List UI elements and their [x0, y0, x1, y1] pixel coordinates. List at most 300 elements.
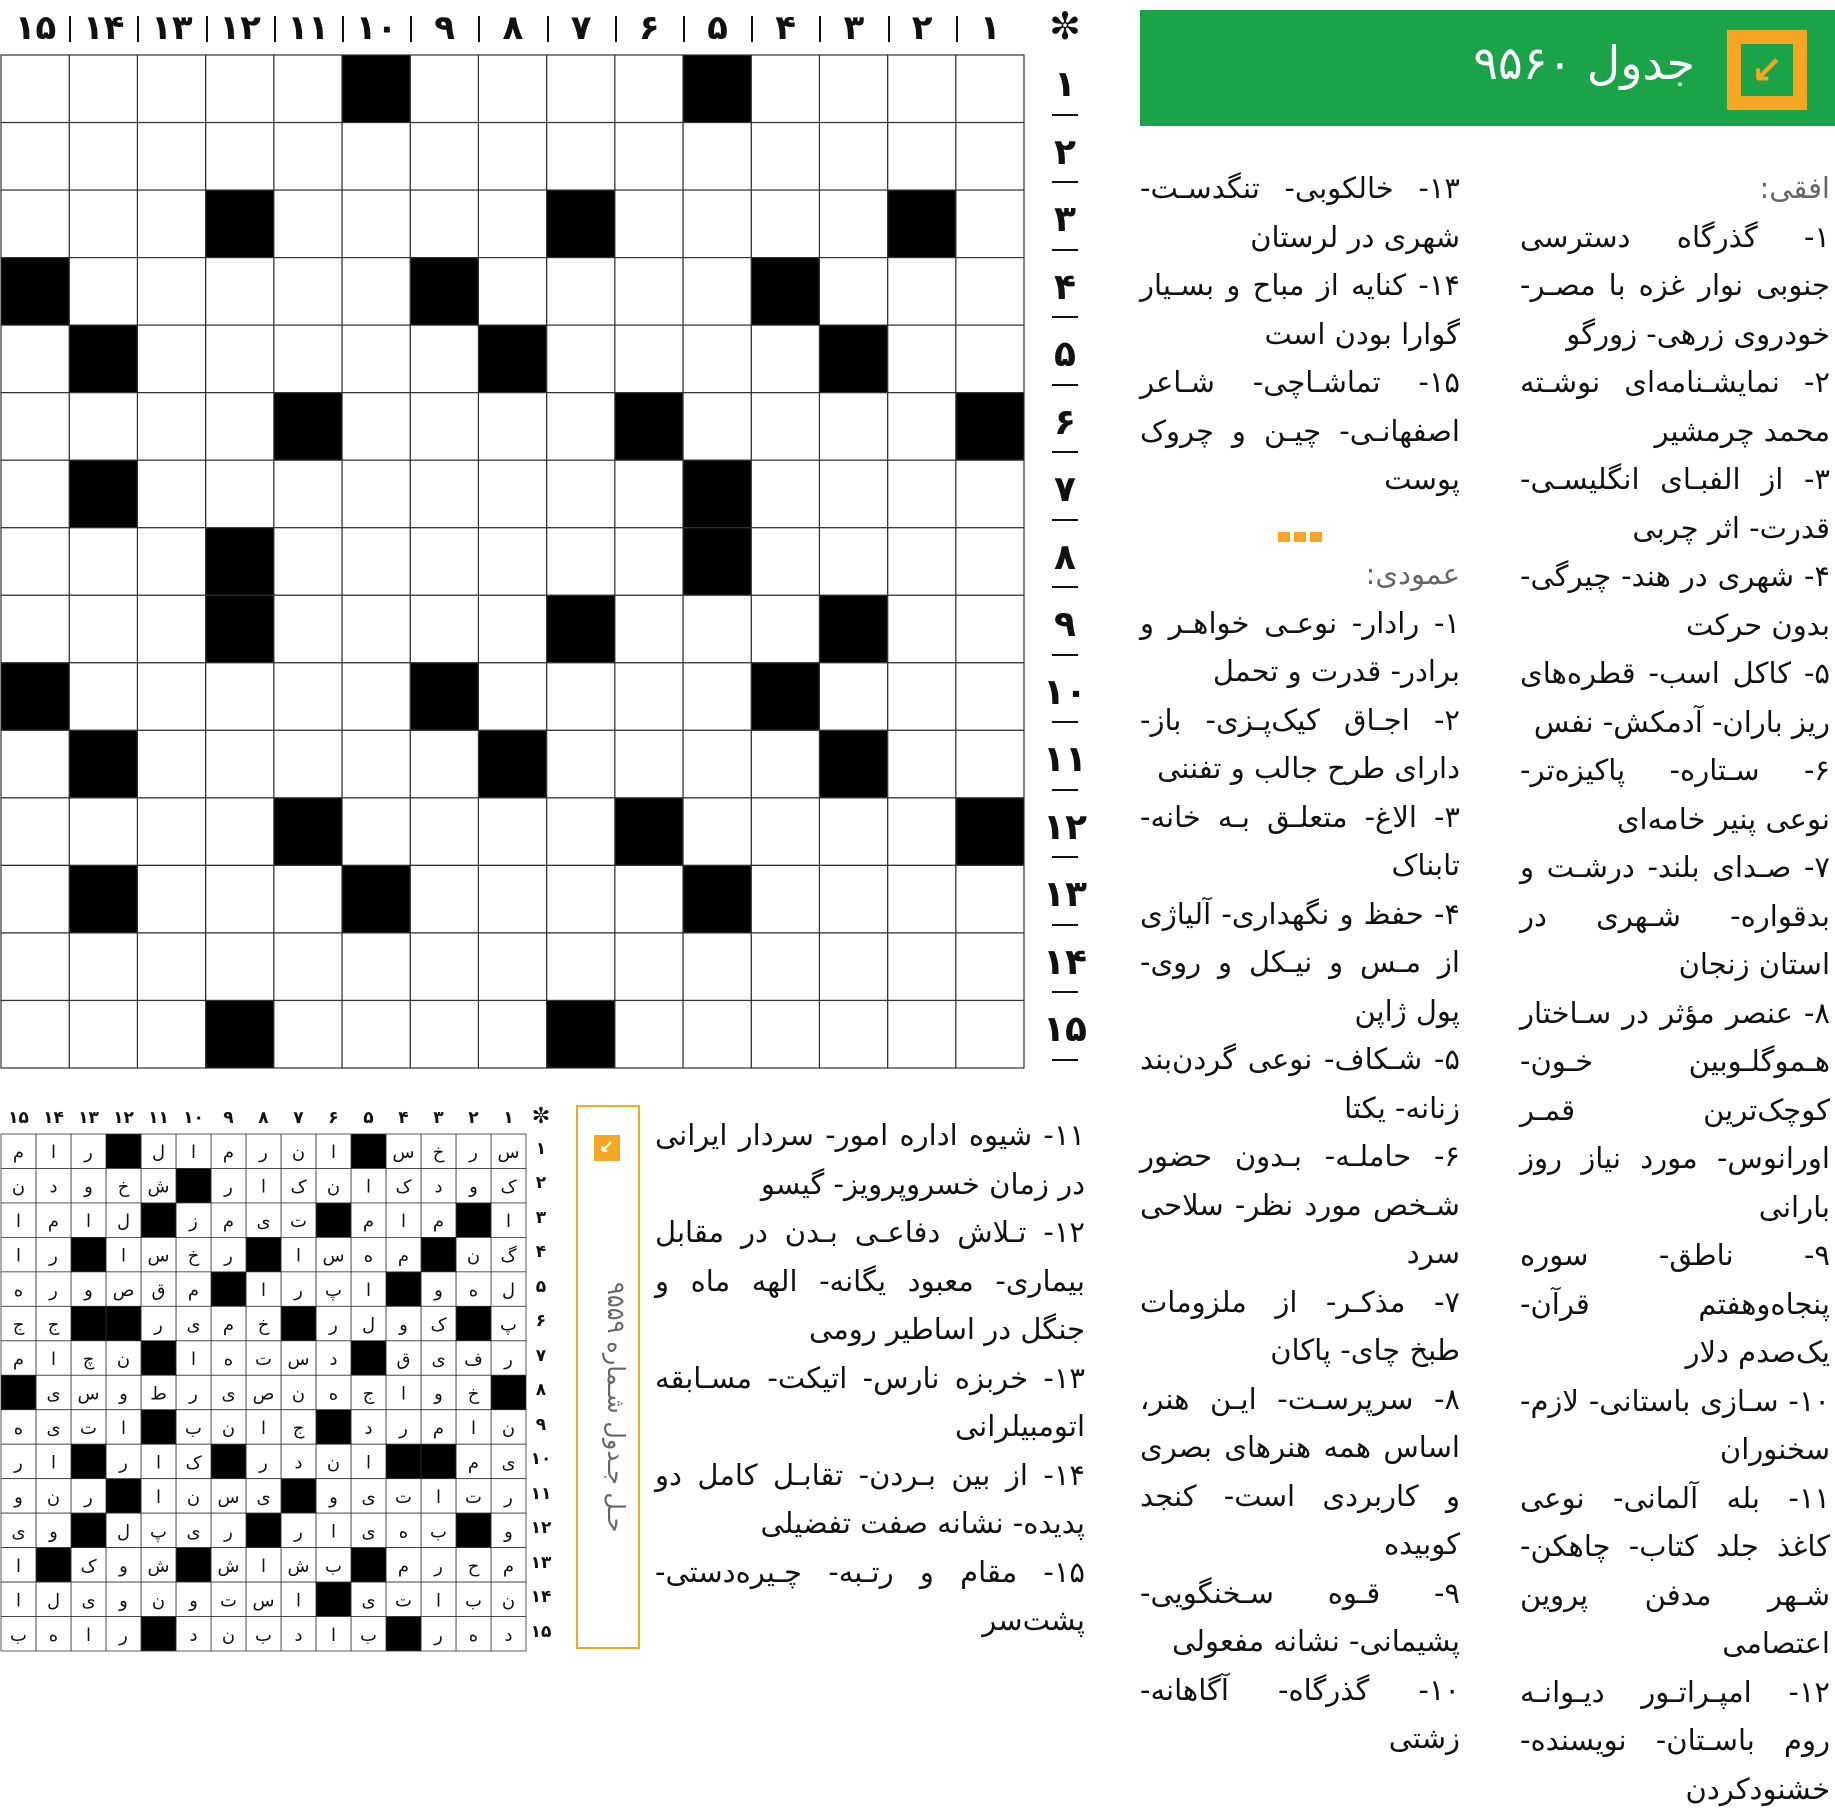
- grid-cell[interactable]: [751, 528, 819, 596]
- grid-cell[interactable]: [615, 865, 683, 933]
- grid-cell[interactable]: [274, 1000, 342, 1068]
- solution-letter: ر: [118, 1452, 128, 1473]
- grid-cell[interactable]: [137, 595, 205, 663]
- grid-cell[interactable]: [819, 798, 887, 866]
- grid-cell[interactable]: [410, 798, 478, 866]
- solution-letter: ا: [156, 1487, 161, 1508]
- grid-cell[interactable]: [137, 1000, 205, 1068]
- grid-cell[interactable]: [615, 325, 683, 393]
- grid-cell[interactable]: [137, 190, 205, 258]
- grid-cell-black: [819, 325, 887, 393]
- down-clue: ۱- رادار- نوعـی خواهـر و برادر- قدرت و تحمل: [1140, 599, 1460, 696]
- solution-letter: ر: [48, 1246, 58, 1267]
- grid-cell[interactable]: [683, 798, 751, 866]
- grid-cell[interactable]: [410, 933, 478, 1001]
- grid-cell[interactable]: [274, 190, 342, 258]
- solution-letter: ا: [366, 1452, 371, 1473]
- solution-letter: ل: [117, 1211, 130, 1232]
- solution-cell-black: [281, 1479, 316, 1513]
- grid-cell[interactable]: [410, 460, 478, 528]
- grid-cell[interactable]: [342, 663, 410, 731]
- solution-letter: ب: [185, 1418, 202, 1439]
- grid-cell[interactable]: [1, 595, 69, 663]
- grid-cell[interactable]: [819, 663, 887, 731]
- grid-cell[interactable]: [615, 1000, 683, 1068]
- grid-cell[interactable]: [478, 460, 546, 528]
- grid-cell[interactable]: [547, 123, 615, 191]
- grid-cell[interactable]: [69, 933, 137, 1001]
- solution-letter: د: [49, 1177, 57, 1198]
- grid-cell[interactable]: [342, 123, 410, 191]
- solution-letter: ا: [436, 1590, 441, 1611]
- solution-corner-star: ✼: [529, 1104, 553, 1129]
- grid-cell-black: [206, 528, 274, 596]
- grid-cell[interactable]: [478, 393, 546, 461]
- grid-cell[interactable]: [274, 55, 342, 123]
- grid-cell[interactable]: [819, 123, 887, 191]
- grid-cell[interactable]: [342, 730, 410, 798]
- grid-cell[interactable]: [206, 460, 274, 528]
- grid-cell-black: [615, 393, 683, 461]
- grid-cell[interactable]: [819, 460, 887, 528]
- grid-cell[interactable]: [956, 258, 1024, 326]
- grid-cell[interactable]: [478, 933, 546, 1001]
- solution-letter: س: [218, 1487, 240, 1508]
- grid-cell[interactable]: [1, 933, 69, 1001]
- grid-cell[interactable]: [274, 933, 342, 1001]
- grid-cell[interactable]: [615, 528, 683, 596]
- solution-cell-black: [71, 1237, 106, 1271]
- solution-letter: ر: [503, 1487, 513, 1508]
- grid-cell[interactable]: [274, 528, 342, 596]
- grid-cell[interactable]: [547, 258, 615, 326]
- solution-cell-black: [211, 1272, 246, 1306]
- solution-letter: ن: [327, 1177, 340, 1198]
- grid-cell[interactable]: [410, 595, 478, 663]
- solution-letter: و: [83, 1177, 93, 1198]
- grid-cell[interactable]: [342, 460, 410, 528]
- solution-cell-black: [211, 1444, 246, 1478]
- down-clue: ۷- مذکـر- از ملزومات طبخ چای- پاکان: [1140, 1278, 1460, 1375]
- solution-column-number: ۳: [421, 1108, 456, 1128]
- down-clue: ۳- الاغ- متعلـق بـه خانه- تابناک: [1140, 793, 1460, 890]
- grid-cell[interactable]: [751, 123, 819, 191]
- solution-letter: ا: [261, 1280, 266, 1301]
- solution-cell-black: [71, 1444, 106, 1478]
- grid-cell[interactable]: [819, 865, 887, 933]
- grid-cell[interactable]: [206, 663, 274, 731]
- grid-cell[interactable]: [1, 393, 69, 461]
- grid-cell[interactable]: [956, 865, 1024, 933]
- solution-letter: م: [223, 1315, 234, 1336]
- grid-cell[interactable]: [683, 325, 751, 393]
- solution-letter: ا: [261, 1177, 266, 1198]
- grid-cell[interactable]: [888, 663, 956, 731]
- grid-cell[interactable]: [819, 393, 887, 461]
- solution-letter: ن: [327, 1452, 340, 1473]
- grid-cell[interactable]: [683, 258, 751, 326]
- grid-cell[interactable]: [615, 190, 683, 258]
- solution-letter: س: [498, 1142, 520, 1163]
- grid-cell[interactable]: [1, 460, 69, 528]
- grid-cell[interactable]: [410, 393, 478, 461]
- grid-cell[interactable]: [751, 798, 819, 866]
- grid-cell[interactable]: [137, 865, 205, 933]
- grid-cell[interactable]: [274, 123, 342, 191]
- solution-letter: ه: [399, 1521, 408, 1542]
- grid-cell[interactable]: [547, 393, 615, 461]
- grid-cell[interactable]: [615, 933, 683, 1001]
- grid-cell[interactable]: [615, 258, 683, 326]
- solution-letter: ی: [186, 1521, 200, 1542]
- grid-cell[interactable]: [615, 595, 683, 663]
- grid-cell[interactable]: [206, 393, 274, 461]
- solution-letter: ا: [436, 1487, 441, 1508]
- grid-cell[interactable]: [478, 190, 546, 258]
- grid-cell[interactable]: [69, 55, 137, 123]
- grid-cell[interactable]: [547, 460, 615, 528]
- solution-letter: ت: [80, 1418, 97, 1439]
- grid-cell[interactable]: [478, 258, 546, 326]
- grid-cell[interactable]: [342, 325, 410, 393]
- solution-letter: ر: [48, 1280, 58, 1301]
- grid-cell[interactable]: [1, 730, 69, 798]
- solution-column-number: ۱۲: [106, 1108, 141, 1128]
- grid-cell[interactable]: [615, 123, 683, 191]
- down-clue: ۱۰- گذرگاه- آگاهانه- زشتی: [1140, 1666, 1460, 1763]
- grid-cell[interactable]: [819, 55, 887, 123]
- grid-cell[interactable]: [410, 1000, 478, 1068]
- grid-cell[interactable]: [410, 55, 478, 123]
- grid-cell[interactable]: [206, 865, 274, 933]
- grid-cell[interactable]: [137, 933, 205, 1001]
- solution-column-number: ۱: [491, 1108, 526, 1128]
- solution-letter: ه: [49, 1625, 58, 1646]
- grid-cell[interactable]: [888, 258, 956, 326]
- grid-cell[interactable]: [478, 595, 546, 663]
- solution-letter: ا: [51, 1349, 56, 1370]
- grid-cell[interactable]: [751, 730, 819, 798]
- grid-cell[interactable]: [683, 123, 751, 191]
- grid-cell[interactable]: [69, 1000, 137, 1068]
- grid-cell[interactable]: [137, 55, 205, 123]
- grid-cell[interactable]: [206, 730, 274, 798]
- grid-cell[interactable]: [956, 55, 1024, 123]
- grid-cell[interactable]: [1, 55, 69, 123]
- solution-cell-black: [141, 1341, 176, 1375]
- grid-cell[interactable]: [956, 190, 1024, 258]
- grid-cell[interactable]: [547, 865, 615, 933]
- solution-letter: ب: [430, 1521, 447, 1542]
- grid-cell[interactable]: [956, 730, 1024, 798]
- grid-cell-black: [342, 55, 410, 123]
- solution-row-number: ۱۲: [529, 1518, 553, 1538]
- grid-cell[interactable]: [683, 933, 751, 1001]
- grid-cell[interactable]: [683, 663, 751, 731]
- grid-cell[interactable]: [274, 730, 342, 798]
- grid-cell-black: [410, 258, 478, 326]
- grid-cell[interactable]: [342, 258, 410, 326]
- solution-column-number: ۱۱: [141, 1108, 176, 1128]
- row-separator: [1052, 451, 1078, 453]
- grid-cell-black: [410, 663, 478, 731]
- grid-cell[interactable]: [547, 663, 615, 731]
- across-clue: ۱۰- سـازی باستانی- لازم- سخنوران: [1520, 1377, 1830, 1474]
- solution-letter: س: [253, 1590, 275, 1611]
- solution-letter: ر: [258, 1142, 268, 1163]
- grid-cell[interactable]: [683, 730, 751, 798]
- row-number: ۳: [1040, 199, 1090, 240]
- grid-cell[interactable]: [69, 798, 137, 866]
- solution-letter: ح: [468, 1556, 480, 1577]
- grid-cell[interactable]: [888, 798, 956, 866]
- grid-cell[interactable]: [1, 528, 69, 596]
- across-clue: ۱۴- کنایه از مباح و بسـیار گوارا بودن است: [1140, 261, 1460, 358]
- grid-cell[interactable]: [137, 663, 205, 731]
- grid-cell[interactable]: [956, 325, 1024, 393]
- grid-cell[interactable]: [956, 123, 1024, 191]
- grid-cell[interactable]: [1, 325, 69, 393]
- grid-cell[interactable]: [274, 258, 342, 326]
- grid-cell-black: [478, 325, 546, 393]
- grid-cell[interactable]: [137, 393, 205, 461]
- grid-cell[interactable]: [683, 393, 751, 461]
- solution-cell-black: [386, 1272, 421, 1306]
- grid-cell[interactable]: [751, 55, 819, 123]
- grid-cell[interactable]: [819, 190, 887, 258]
- grid-cell[interactable]: [206, 55, 274, 123]
- grid-cell[interactable]: [751, 325, 819, 393]
- row-number: ۴: [1040, 267, 1090, 308]
- grid-cell[interactable]: [342, 1000, 410, 1068]
- grid-cell[interactable]: [888, 595, 956, 663]
- grid-cell[interactable]: [956, 933, 1024, 1001]
- solution-letter: ر: [223, 1246, 233, 1267]
- grid-cell[interactable]: [342, 798, 410, 866]
- grid-cell[interactable]: [888, 55, 956, 123]
- grid-cell[interactable]: [1, 190, 69, 258]
- solution-letter: ط: [150, 1384, 167, 1405]
- grid-cell[interactable]: [751, 460, 819, 528]
- puzzle-logo-icon: ↙: [1727, 30, 1807, 110]
- solution-letter: ر: [223, 1521, 233, 1542]
- solution-cell-black: [316, 1582, 351, 1616]
- solution-letter: ت: [255, 1349, 272, 1370]
- grid-cell[interactable]: [410, 325, 478, 393]
- grid-cell[interactable]: [69, 663, 137, 731]
- grid-cell[interactable]: [888, 123, 956, 191]
- grid-cell[interactable]: [888, 865, 956, 933]
- solution-letter: ش: [288, 1556, 310, 1577]
- grid-cell[interactable]: [683, 190, 751, 258]
- grid-cell-black: [751, 258, 819, 326]
- grid-cell[interactable]: [615, 663, 683, 731]
- down-clue: ۹- قـوه سـخنگویی- پشیمانی- نشانه مفعولی: [1140, 1569, 1460, 1666]
- grid-cell[interactable]: [751, 1000, 819, 1068]
- grid-cell[interactable]: [410, 123, 478, 191]
- solution-letter: ی: [81, 1590, 95, 1611]
- grid-cell[interactable]: [547, 528, 615, 596]
- grid-cell[interactable]: [342, 933, 410, 1001]
- grid-cell[interactable]: [410, 865, 478, 933]
- grid-cell[interactable]: [751, 595, 819, 663]
- grid-cell[interactable]: [410, 730, 478, 798]
- column-number: ۸: [478, 8, 547, 48]
- grid-cell[interactable]: [615, 460, 683, 528]
- column-number: ۱۵: [1, 8, 70, 48]
- grid-cell[interactable]: [956, 460, 1024, 528]
- grid-cell[interactable]: [751, 933, 819, 1001]
- grid-cell[interactable]: [206, 933, 274, 1001]
- grid-cell-black: [69, 460, 137, 528]
- grid-cell[interactable]: [69, 595, 137, 663]
- solution-cell-black: [316, 1410, 351, 1444]
- grid-cell[interactable]: [274, 325, 342, 393]
- grid-cell[interactable]: [274, 460, 342, 528]
- grid-cell[interactable]: [1, 798, 69, 866]
- grid-cell[interactable]: [751, 190, 819, 258]
- grid-cell[interactable]: [274, 865, 342, 933]
- grid-cell[interactable]: [137, 123, 205, 191]
- solution-letter: ب: [255, 1625, 272, 1646]
- solution-letter: خ: [118, 1177, 130, 1198]
- solution-letter: ت: [290, 1211, 307, 1232]
- grid-cell[interactable]: [888, 325, 956, 393]
- grid-cell[interactable]: [69, 258, 137, 326]
- grid-cell[interactable]: [956, 595, 1024, 663]
- grid-cell[interactable]: [751, 393, 819, 461]
- grid-cell[interactable]: [206, 798, 274, 866]
- grid-cell[interactable]: [547, 55, 615, 123]
- solution-letter: گ: [500, 1246, 517, 1267]
- grid-cell[interactable]: [69, 528, 137, 596]
- grid-cell[interactable]: [478, 528, 546, 596]
- solution-letter: س: [78, 1384, 100, 1405]
- grid-cell[interactable]: [819, 1000, 887, 1068]
- grid-cell[interactable]: [478, 865, 546, 933]
- solution-letter: ق: [397, 1349, 411, 1370]
- solution-letter: ا: [191, 1349, 196, 1370]
- solution-letter: خ: [258, 1315, 270, 1336]
- grid-cell[interactable]: [206, 325, 274, 393]
- grid-cell[interactable]: [478, 1000, 546, 1068]
- grid-cell[interactable]: [69, 190, 137, 258]
- solution-title: حـل جـدول شـماره ۹۵۵۹: [586, 1187, 630, 1627]
- grid-cell[interactable]: [478, 55, 546, 123]
- grid-cell[interactable]: [478, 798, 546, 866]
- across-clue: ۷- صـدای بلند- درشـت و بدقواره- شـهری در استان زنجان: [1520, 843, 1830, 989]
- grid-cell-black: [956, 798, 1024, 866]
- crossword-grid[interactable]: [0, 54, 1025, 1069]
- grid-cell[interactable]: [206, 258, 274, 326]
- column-number: ۱۰: [342, 8, 411, 48]
- row-separator: [1052, 316, 1078, 318]
- grid-cell[interactable]: [547, 798, 615, 866]
- solution-letter: ش: [148, 1556, 170, 1577]
- grid-cell[interactable]: [274, 663, 342, 731]
- grid-cell[interactable]: [478, 663, 546, 731]
- column-number: ۷: [547, 8, 616, 48]
- solution-letter: ر: [83, 1142, 93, 1163]
- grid-cell[interactable]: [683, 595, 751, 663]
- solution-letter: ا: [331, 1625, 336, 1646]
- grid-cell[interactable]: [69, 123, 137, 191]
- solution-letter: ی: [186, 1315, 200, 1336]
- grid-cell[interactable]: [888, 393, 956, 461]
- grid-cell[interactable]: [206, 123, 274, 191]
- grid-cell[interactable]: [888, 730, 956, 798]
- grid-cell[interactable]: [751, 865, 819, 933]
- grid-cell[interactable]: [69, 393, 137, 461]
- solution-cell-black: [316, 1203, 351, 1237]
- solution-letter: پ: [325, 1280, 342, 1301]
- solution-letter: ی: [361, 1487, 375, 1508]
- grid-cell[interactable]: [956, 528, 1024, 596]
- grid-cell[interactable]: [410, 528, 478, 596]
- grid-cell[interactable]: [956, 1000, 1024, 1068]
- grid-cell[interactable]: [478, 123, 546, 191]
- solution-letter: ن: [12, 1177, 25, 1198]
- grid-cell[interactable]: [615, 55, 683, 123]
- grid-cell-black: [274, 798, 342, 866]
- grid-cell[interactable]: [888, 933, 956, 1001]
- grid-cell[interactable]: [888, 528, 956, 596]
- grid-cell[interactable]: [1, 123, 69, 191]
- solution-letter: ن: [187, 1487, 200, 1508]
- grid-cell[interactable]: [547, 325, 615, 393]
- solution-column-number: ۱۵: [1, 1108, 36, 1128]
- grid-cell[interactable]: [137, 325, 205, 393]
- grid-cell[interactable]: [137, 528, 205, 596]
- grid-cell[interactable]: [1, 1000, 69, 1068]
- solution-cell-black: [141, 1617, 176, 1651]
- solution-letter: ر: [188, 1384, 198, 1405]
- grid-cell[interactable]: [683, 1000, 751, 1068]
- grid-cell[interactable]: [137, 460, 205, 528]
- grid-cell[interactable]: [137, 730, 205, 798]
- solution-cell-black: [421, 1237, 456, 1271]
- grid-cell[interactable]: [547, 933, 615, 1001]
- grid-cell[interactable]: [342, 595, 410, 663]
- solution-letter: ش: [148, 1177, 170, 1198]
- row-separator: [1052, 654, 1078, 656]
- grid-cell[interactable]: [1, 865, 69, 933]
- solution-letter: ه: [224, 1349, 233, 1370]
- grid-cell[interactable]: [888, 1000, 956, 1068]
- grid-cell[interactable]: [137, 798, 205, 866]
- grid-cell[interactable]: [342, 190, 410, 258]
- grid-cell[interactable]: [410, 190, 478, 258]
- grid-cell[interactable]: [819, 933, 887, 1001]
- grid-cell[interactable]: [547, 730, 615, 798]
- grid-cell-black: [69, 865, 137, 933]
- grid-cell[interactable]: [956, 663, 1024, 731]
- solution-letter: س: [323, 1246, 345, 1267]
- column-number: ۳: [819, 8, 888, 48]
- solution-cell-black: [386, 1617, 421, 1651]
- grid-cell[interactable]: [888, 460, 956, 528]
- solution-letter: ج: [13, 1315, 25, 1336]
- grid-cell[interactable]: [342, 393, 410, 461]
- grid-cell[interactable]: [819, 258, 887, 326]
- grid-cell[interactable]: [342, 528, 410, 596]
- solution-letter: م: [188, 1280, 199, 1301]
- grid-cell[interactable]: [819, 528, 887, 596]
- solution-letter: ی: [46, 1418, 60, 1439]
- grid-cell[interactable]: [274, 595, 342, 663]
- grid-cell[interactable]: [615, 730, 683, 798]
- grid-cell[interactable]: [137, 258, 205, 326]
